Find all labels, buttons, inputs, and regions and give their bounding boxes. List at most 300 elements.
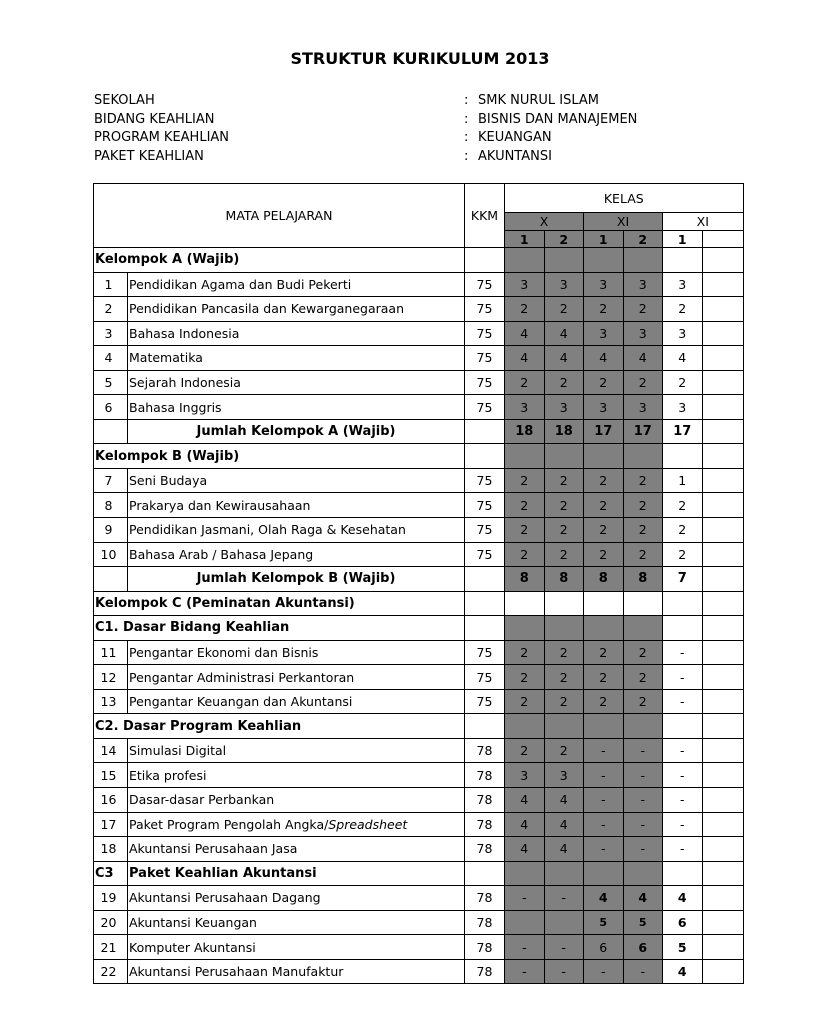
value-cell: 4 xyxy=(663,346,703,371)
value-cell xyxy=(702,444,743,469)
subject-name-text: Pengantar Ekonomi dan Bisnis xyxy=(129,645,319,661)
subtotal-label: Jumlah Kelompok B (Wajib) xyxy=(128,567,465,592)
value-cell: 2 xyxy=(505,468,545,493)
value-cell xyxy=(702,248,743,273)
subject-row xyxy=(94,738,744,763)
value-cell: 2 xyxy=(544,542,584,567)
value-cell: 4 xyxy=(663,886,703,911)
info-value: KEUANGAN xyxy=(478,130,552,145)
kkm-cell xyxy=(465,444,505,469)
subject-name xyxy=(128,886,465,911)
value-cell: 2 xyxy=(623,542,663,567)
subject-row xyxy=(94,763,744,788)
value-cell xyxy=(663,714,703,739)
subject-name xyxy=(128,763,465,788)
subtotal-value: 17 xyxy=(623,419,663,444)
value-cell xyxy=(702,297,743,322)
row-number: 9 xyxy=(94,518,128,543)
value-cell xyxy=(702,395,743,420)
value-cell: 4 xyxy=(505,321,545,346)
value-cell xyxy=(584,861,624,886)
value-cell xyxy=(702,959,743,984)
curriculum-table xyxy=(93,183,744,984)
value-cell xyxy=(702,738,743,763)
value-cell xyxy=(702,272,743,297)
value-cell: - xyxy=(584,763,624,788)
row-number xyxy=(94,567,128,592)
row-number: 20 xyxy=(94,910,128,935)
value-cell xyxy=(702,788,743,813)
value-cell: 2 xyxy=(505,518,545,543)
header-grade-x: X xyxy=(505,213,584,231)
value-cell xyxy=(702,886,743,911)
value-cell: 3 xyxy=(663,395,703,420)
value-cell xyxy=(584,616,624,641)
subject-row xyxy=(94,346,744,371)
value-cell: 2 xyxy=(623,468,663,493)
info-sep: : xyxy=(464,130,469,145)
value-cell: - xyxy=(505,959,545,984)
kkm-cell: 78 xyxy=(465,788,505,813)
value-cell xyxy=(702,763,743,788)
subject-name-text: Etika profesi xyxy=(129,767,207,783)
group-label: C2. Dasar Program Keahlian xyxy=(94,714,465,739)
value-cell: - xyxy=(663,665,703,690)
info-row xyxy=(94,129,637,148)
subject-name-italic: Spreadsheet xyxy=(328,816,408,832)
subject-name-text: Dasar-dasar Perbankan xyxy=(129,792,275,808)
value-cell xyxy=(702,861,743,886)
subtotal-row xyxy=(94,419,744,444)
value-cell xyxy=(584,591,624,616)
value-cell: 6 xyxy=(663,910,703,935)
kkm-cell: 75 xyxy=(465,542,505,567)
school-info xyxy=(94,92,637,166)
value-cell: 2 xyxy=(623,665,663,690)
subject-name-text: Pengantar Keuangan dan Akuntansi xyxy=(129,694,353,710)
value-cell xyxy=(544,248,584,273)
value-cell xyxy=(623,248,663,273)
value-cell: 4 xyxy=(623,346,663,371)
kkm-cell xyxy=(465,861,505,886)
kkm-cell xyxy=(465,248,505,273)
kkm-cell xyxy=(465,616,505,641)
value-cell: 2 xyxy=(505,665,545,690)
group-label: Kelompok C (Peminatan Akuntansi) xyxy=(94,591,465,616)
header-grade-xi: XI xyxy=(584,213,663,231)
value-cell xyxy=(584,248,624,273)
row-number xyxy=(94,419,128,444)
kkm-cell: 78 xyxy=(465,886,505,911)
subject-name-text: Bahasa Indonesia xyxy=(129,325,240,341)
value-cell xyxy=(702,616,743,641)
value-cell: 3 xyxy=(663,272,703,297)
subtotal-label: Jumlah Kelompok A (Wajib) xyxy=(128,419,465,444)
value-cell: 2 xyxy=(544,738,584,763)
subject-name-text: Pengantar Administrasi Perkantoran xyxy=(129,669,355,685)
subject-name-text: Sejarah Indonesia xyxy=(129,375,241,390)
value-cell: 2 xyxy=(544,640,584,665)
subject-row xyxy=(94,493,744,518)
group-label: Kelompok A (Wajib) xyxy=(94,248,465,273)
subject-row xyxy=(94,272,744,297)
kkm-cell xyxy=(465,419,505,444)
value-cell: 3 xyxy=(544,763,584,788)
row-number: 5 xyxy=(94,370,128,395)
kkm-cell: 78 xyxy=(465,837,505,862)
value-cell xyxy=(623,714,663,739)
group-row xyxy=(94,714,744,739)
row-number: 14 xyxy=(94,738,128,763)
subject-row xyxy=(94,665,744,690)
value-cell xyxy=(584,714,624,739)
value-cell: 2 xyxy=(623,689,663,714)
value-cell: 2 xyxy=(584,665,624,690)
subject-row xyxy=(94,812,744,837)
subject-name-text: Bahasa Arab / Bahasa Jepang xyxy=(129,546,314,562)
subtotal-value: 17 xyxy=(584,419,624,444)
value-cell: - xyxy=(584,738,624,763)
subject-row xyxy=(94,468,744,493)
kkm-cell: 75 xyxy=(465,297,505,322)
subject-name xyxy=(128,272,465,297)
subject-name-text: Akuntansi Perusahaan Jasa xyxy=(129,841,298,857)
row-number: 18 xyxy=(94,837,128,862)
subject-name-text: Paket Program Pengolah Angka/ xyxy=(129,816,329,832)
subtotal-value: 17 xyxy=(663,419,703,444)
header-semester: 1 xyxy=(663,231,703,248)
kkm-cell xyxy=(465,591,505,616)
value-cell: 2 xyxy=(544,518,584,543)
group-row xyxy=(94,444,744,469)
value-cell xyxy=(505,714,545,739)
kkm-cell: 75 xyxy=(465,468,505,493)
value-cell: 2 xyxy=(663,370,703,395)
value-cell: 2 xyxy=(505,370,545,395)
subject-row xyxy=(94,788,744,813)
kkm-cell: 75 xyxy=(465,689,505,714)
value-cell: - xyxy=(584,812,624,837)
value-cell: 2 xyxy=(544,468,584,493)
value-cell: 3 xyxy=(505,395,545,420)
subject-name xyxy=(128,959,465,984)
value-cell: 2 xyxy=(584,297,624,322)
value-cell xyxy=(505,248,545,273)
group-row xyxy=(94,248,744,273)
subject-name-text: Seni Budaya xyxy=(129,473,208,489)
row-number: 12 xyxy=(94,665,128,690)
kkm-cell xyxy=(465,714,505,739)
subject-name-text: Komputer Akuntansi xyxy=(129,939,256,955)
value-cell xyxy=(623,591,663,616)
header-row xyxy=(94,184,744,213)
group-number: C3 xyxy=(94,861,128,886)
subject-row xyxy=(94,689,744,714)
header-semester-empty xyxy=(702,231,743,248)
subject-name-text: Pendidikan Pancasila dan Kewarganegaraan xyxy=(129,301,405,317)
value-cell xyxy=(702,640,743,665)
value-cell: 3 xyxy=(663,321,703,346)
subject-name xyxy=(128,493,465,518)
value-cell xyxy=(702,321,743,346)
subject-row xyxy=(94,321,744,346)
value-cell: 2 xyxy=(663,542,703,567)
subject-name xyxy=(128,935,465,960)
value-cell: - xyxy=(544,935,584,960)
value-cell: - xyxy=(505,935,545,960)
value-cell: 3 xyxy=(623,321,663,346)
value-cell xyxy=(505,591,545,616)
value-cell: 3 xyxy=(584,395,624,420)
value-cell: 4 xyxy=(544,812,584,837)
value-cell: - xyxy=(663,812,703,837)
value-cell: 2 xyxy=(544,370,584,395)
subject-name xyxy=(128,346,465,371)
value-cell: 3 xyxy=(584,272,624,297)
value-cell xyxy=(702,370,743,395)
kkm-cell: 75 xyxy=(465,346,505,371)
value-cell: 2 xyxy=(584,468,624,493)
value-cell: 2 xyxy=(544,493,584,518)
row-number: 1 xyxy=(94,272,128,297)
value-cell: - xyxy=(544,886,584,911)
page-title: STRUKTUR KURIKULUM 2013 xyxy=(290,49,550,68)
value-cell: 2 xyxy=(584,542,624,567)
header-semester: 2 xyxy=(544,231,584,248)
value-cell: - xyxy=(623,738,663,763)
value-cell: - xyxy=(623,837,663,862)
kkm-cell: 75 xyxy=(465,665,505,690)
value-cell: 3 xyxy=(505,763,545,788)
value-cell: 2 xyxy=(623,297,663,322)
subtotal-value: 18 xyxy=(505,419,545,444)
subject-row xyxy=(94,640,744,665)
value-cell xyxy=(505,861,545,886)
row-number: 6 xyxy=(94,395,128,420)
value-cell xyxy=(702,837,743,862)
subtotal-value: 18 xyxy=(544,419,584,444)
subject-name-text: Matematika xyxy=(129,350,203,366)
value-cell: 2 xyxy=(505,689,545,714)
curriculum-table-clip xyxy=(93,183,709,983)
subject-name xyxy=(128,518,465,543)
value-cell: 2 xyxy=(505,640,545,665)
subject-name xyxy=(128,738,465,763)
value-cell: - xyxy=(623,959,663,984)
row-number: 4 xyxy=(94,346,128,371)
value-cell xyxy=(623,444,663,469)
value-cell xyxy=(544,714,584,739)
subject-name-text: Akuntansi Perusahaan Dagang xyxy=(129,890,321,906)
row-number: 16 xyxy=(94,788,128,813)
row-number: 3 xyxy=(94,321,128,346)
kkm-cell: 75 xyxy=(465,640,505,665)
value-cell: 3 xyxy=(505,272,545,297)
group-row xyxy=(94,616,744,641)
subject-row xyxy=(94,959,744,984)
subject-name-text: Akuntansi Perusahaan Manufaktur xyxy=(129,964,344,980)
subject-name xyxy=(128,370,465,395)
info-row xyxy=(94,111,637,130)
value-cell: 4 xyxy=(505,837,545,862)
value-cell xyxy=(663,591,703,616)
value-cell xyxy=(663,248,703,273)
kkm-cell: 78 xyxy=(465,738,505,763)
value-cell: 2 xyxy=(663,518,703,543)
group-row xyxy=(94,591,744,616)
value-cell xyxy=(623,861,663,886)
value-cell: - xyxy=(663,738,703,763)
row-number: 17 xyxy=(94,812,128,837)
value-cell xyxy=(663,616,703,641)
subject-name xyxy=(128,468,465,493)
value-cell: 5 xyxy=(663,935,703,960)
subtotal-value: 8 xyxy=(544,567,584,592)
info-sep: : xyxy=(464,148,469,164)
subtotal-value: 8 xyxy=(623,567,663,592)
subject-row xyxy=(94,370,744,395)
value-cell: 4 xyxy=(505,346,545,371)
info-row xyxy=(94,92,637,111)
value-cell: 2 xyxy=(623,640,663,665)
value-cell: 4 xyxy=(584,886,624,911)
kkm-cell: 78 xyxy=(465,763,505,788)
value-cell: 4 xyxy=(544,837,584,862)
subject-name-text: Akuntansi Keuangan xyxy=(129,915,257,931)
value-cell xyxy=(702,591,743,616)
header-semester: 1 xyxy=(505,231,545,248)
subject-row xyxy=(94,542,744,567)
value-cell: - xyxy=(663,763,703,788)
value-cell: 4 xyxy=(584,346,624,371)
kkm-cell: 78 xyxy=(465,910,505,935)
subject-name xyxy=(128,297,465,322)
subtotal-value: 8 xyxy=(505,567,545,592)
subtotal-value: 8 xyxy=(584,567,624,592)
info-sep: : xyxy=(464,111,469,127)
subject-name-text: Pendidikan Agama dan Budi Pekerti xyxy=(129,276,352,292)
kkm-cell: 75 xyxy=(465,370,505,395)
value-cell xyxy=(702,346,743,371)
value-cell: 2 xyxy=(544,297,584,322)
subject-row xyxy=(94,395,744,420)
value-cell: - xyxy=(623,763,663,788)
value-cell xyxy=(544,591,584,616)
info-key: BIDANG KEAHLIAN xyxy=(94,111,215,127)
info-sep: : xyxy=(464,93,469,108)
info-key: SEKOLAH xyxy=(94,93,155,108)
info-value: SMK NURUL ISLAM xyxy=(478,93,600,108)
info-value: AKUNTANSI xyxy=(478,148,552,164)
kkm-cell: 75 xyxy=(465,493,505,518)
value-cell: 2 xyxy=(584,689,624,714)
value-cell: 3 xyxy=(623,272,663,297)
value-cell xyxy=(702,935,743,960)
subject-name-text: Simulasi Digital xyxy=(129,743,227,759)
subject-name xyxy=(128,395,465,420)
row-number: 22 xyxy=(94,959,128,984)
header-grade-xii: XI xyxy=(663,213,744,231)
subject-row xyxy=(94,837,744,862)
value-cell: 4 xyxy=(505,812,545,837)
value-cell: 2 xyxy=(663,297,703,322)
info-value: BISNIS DAN MANAJEMEN xyxy=(478,111,638,127)
group-label: Kelompok B (Wajib) xyxy=(94,444,465,469)
subject-row xyxy=(94,935,744,960)
subject-name xyxy=(128,910,465,935)
value-cell: 6 xyxy=(584,935,624,960)
value-cell: 2 xyxy=(623,518,663,543)
value-cell: - xyxy=(584,837,624,862)
value-cell: 2 xyxy=(584,370,624,395)
value-cell: 4 xyxy=(544,788,584,813)
subject-name xyxy=(128,689,465,714)
row-number: 10 xyxy=(94,542,128,567)
subject-name xyxy=(128,542,465,567)
value-cell: 5 xyxy=(623,910,663,935)
value-cell xyxy=(505,616,545,641)
value-cell xyxy=(505,444,545,469)
row-number: 8 xyxy=(94,493,128,518)
value-cell xyxy=(702,689,743,714)
value-cell xyxy=(702,567,743,592)
value-cell: 3 xyxy=(544,272,584,297)
value-cell: 4 xyxy=(505,788,545,813)
subject-name xyxy=(128,321,465,346)
subject-name xyxy=(128,812,465,837)
value-cell xyxy=(544,861,584,886)
value-cell: 5 xyxy=(584,910,624,935)
kkm-cell: 75 xyxy=(465,518,505,543)
group-row xyxy=(94,861,744,886)
subject-name-text: Pendidikan Jasmani, Olah Raga & Kesehatan xyxy=(129,522,406,538)
value-cell xyxy=(702,910,743,935)
header-semester: 2 xyxy=(623,231,663,248)
value-cell: - xyxy=(623,812,663,837)
row-number: 2 xyxy=(94,297,128,322)
value-cell xyxy=(623,616,663,641)
kkm-cell: 75 xyxy=(465,321,505,346)
value-cell: 2 xyxy=(584,640,624,665)
header-semester: 1 xyxy=(584,231,624,248)
subject-name-text: Bahasa Inggris xyxy=(129,399,222,415)
value-cell: - xyxy=(663,788,703,813)
kkm-cell xyxy=(465,567,505,592)
subject-row xyxy=(94,886,744,911)
kkm-cell: 78 xyxy=(465,959,505,984)
info-row xyxy=(94,148,637,167)
subject-row xyxy=(94,297,744,322)
value-cell: 2 xyxy=(584,493,624,518)
subject-name xyxy=(128,665,465,690)
value-cell: 2 xyxy=(505,542,545,567)
value-cell: 2 xyxy=(544,665,584,690)
subject-name xyxy=(128,640,465,665)
info-key: PAKET KEAHLIAN xyxy=(94,148,204,164)
value-cell: 2 xyxy=(584,518,624,543)
value-cell: - xyxy=(623,788,663,813)
row-number: 21 xyxy=(94,935,128,960)
value-cell: - xyxy=(505,886,545,911)
value-cell xyxy=(584,444,624,469)
value-cell xyxy=(505,910,545,935)
subtotal-value: 7 xyxy=(663,567,703,592)
info-key: PROGRAM KEAHLIAN xyxy=(94,130,230,145)
value-cell xyxy=(663,444,703,469)
subject-row xyxy=(94,910,744,935)
value-cell: - xyxy=(584,788,624,813)
value-cell: 4 xyxy=(544,346,584,371)
